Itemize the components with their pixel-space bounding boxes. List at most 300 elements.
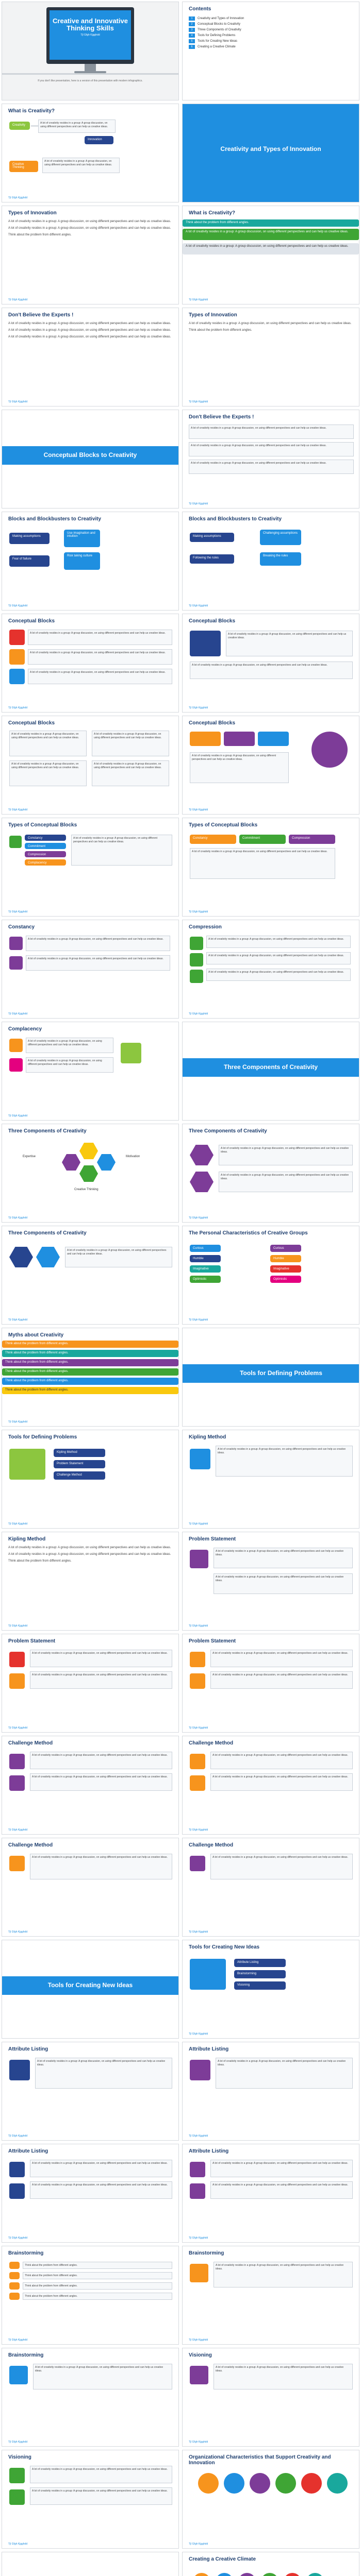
section-slide-1 [182, 104, 359, 202]
tools-box [190, 1959, 226, 1990]
desk-line [2, 73, 178, 75]
thinking-label: Creative Thinking [74, 1188, 99, 1191]
slide-title: Compression [189, 924, 222, 930]
paragraph: A lot of creativity resides in a group: A group discussion, on using different perspectives and can help us creative ideas. [8, 220, 171, 223]
slide [182, 1634, 359, 1733]
slide-footer: Tjl Gfgh Kjgghdd [8, 1726, 28, 1730]
text-box: A lot of creativity resides in a group: A group discussion, on using different perspectives and can help us creative ideas. [216, 2058, 353, 2089]
slide-footer: Tjl Gfgh Kjgghdd [8, 1216, 28, 1219]
step-tile [9, 2282, 20, 2290]
bubble [261, 2573, 278, 2576]
slide-title: Attribute Listing [189, 2148, 229, 2154]
slide-footer: Tjl Gfgh Kjgghdd [8, 2134, 28, 2138]
paragraph: A lot of creativity resides in a group: A group discussion, on using different perspectives and can help us creative ideas. [8, 329, 171, 332]
text-box: A lot of creativity resides in a group: A group discussion, on using different perspectives and can help us creative ideas. [226, 631, 353, 656]
text-box: A lot of creativity resides in a group: A group discussion, on using different perspectives and can help us creative ideas. [26, 955, 170, 971]
challenging-box: Challenging assumptions [260, 530, 301, 545]
slide [2, 1430, 179, 1529]
list-row: Think about the problem from different angles. [183, 219, 359, 227]
icon-tile [9, 2183, 25, 2199]
slide [182, 2042, 359, 2141]
text-box: Think about the problem from different angles. [23, 2262, 172, 2269]
toc-item[interactable]: 6 Creating a Creative Climate [189, 44, 353, 49]
icon-tile [9, 2162, 25, 2177]
section-title: Tools for Defining Problems [240, 1369, 322, 1377]
text-box: A lot of creativity resides in a group: A group discussion, on using different perspectives and can help us creative ideas. [189, 425, 354, 439]
hex-shape [62, 1154, 80, 1171]
slide-footer: Tjl Gfgh Kjgghdd [8, 1318, 28, 1321]
tool-label: Problem Statement [54, 1460, 105, 1468]
slide-footer: Tjl Gfgh Kjgghdd [8, 1114, 28, 1117]
slide-footer: Tjl Gfgh Kjgghdd [8, 1624, 28, 1628]
bubble [224, 2473, 244, 2494]
text-box: A lot of creativity resides in a group: A group discussion, on using different perspectives and can help us creative ideas. [26, 1057, 113, 1073]
trait-box: Humble [190, 1255, 221, 1262]
monitor-illustration [46, 7, 134, 64]
highlight-circle [311, 732, 348, 768]
toc-item[interactable]: 5 Tools for Creating New Ideas [189, 38, 353, 44]
slide [2, 1532, 179, 1631]
text-box: A lot of creativity resides in a group: A group discussion, on using different perspectives and can help us creative ideas. [210, 1671, 353, 1689]
myth-row: Think about the problem from different angles. [2, 1341, 178, 1348]
hex-shape [36, 1247, 60, 1267]
trait-box: Imaginative [270, 1265, 301, 1273]
toc-label: Creating a Creative Climate [198, 45, 236, 48]
text-box: A lot of creativity resides in a group: A group discussion, on using different perspectives and can help us creative ideas. [26, 936, 170, 951]
slide-footer: Tjl Gfgh Kjgghdd [189, 808, 208, 811]
text-box: A lot of creativity resides in a group: A group discussion, on using different perspectives and can help us creative ideas. [30, 1650, 172, 1667]
icon-tile [9, 2060, 30, 2080]
slide-title: Problem Statement [189, 1536, 236, 1542]
toc-item[interactable]: 3 Three Components of Creativity [189, 27, 353, 32]
slide-footer: Tjl Gfgh Kjgghdd [189, 1828, 208, 1832]
slide-title: Challenge Method [189, 1740, 234, 1746]
cover-subtitle: Tjl Gfgh Kjgghdd [80, 33, 100, 37]
slide-title: Brainstorming [189, 2250, 224, 2256]
slide [182, 1430, 359, 1529]
icon-tile [190, 1775, 205, 1791]
slide-title: Problem Statement [189, 1638, 236, 1644]
label-box: Compression [289, 835, 335, 844]
icon-tile [190, 1856, 205, 1871]
slide-footer: Tjl Gfgh Kjgghdd [189, 2032, 208, 2036]
slide [2, 1634, 179, 1733]
paragraph: A lot of creativity resides in a group: A group discussion, on using different perspectives and can help us creative ideas. [8, 1553, 171, 1556]
slide-body [8, 219, 172, 297]
label-box: Complacency [25, 859, 66, 866]
text-box: A lot of creativity resides in a group: A group discussion, on using different perspectives and can help us creative ideas. [35, 2058, 172, 2089]
text-box: A lot of creativity resides in a group: A group discussion, on using different perspectives and can help us creative ideas. [210, 1854, 353, 1879]
slide-title: Blocks and Blockbusters to Creativity [189, 516, 282, 522]
slide [2, 2348, 179, 2447]
myth-row: Think about the problem from different angles. [2, 1359, 178, 1366]
tool-label: Kipling Method [54, 1449, 105, 1457]
label-box: Constancy [25, 835, 66, 841]
text-box: A lot of creativity resides in a group: A group discussion, on using different perspectives and can help us creative ideas. [210, 1752, 353, 1769]
cover-slide [2, 2, 179, 100]
toc-label: Creativity and Types of Innovation [198, 16, 244, 20]
text-box: A lot of creativity resides in a group: A group discussion, on using different perspectives and can help us creative ideas. [28, 649, 172, 665]
feature-box [224, 732, 255, 746]
bubble [193, 2573, 210, 2576]
trait-box: Imaginative [190, 1265, 221, 1273]
slide [182, 920, 359, 1019]
icon-tile [9, 2468, 25, 2483]
text-box: A lot of creativity resides in a group: A group discussion, on using different perspectives and can help us creative ideas. [28, 630, 172, 645]
slide [182, 1940, 359, 2039]
myth-row: Think about the problem from different angles. [2, 1368, 178, 1376]
slide [2, 2450, 179, 2549]
text-box: A lot of creativity resides in a group: A group discussion, on using different perspectives and can help us creative ideas. [214, 1573, 353, 1594]
text-box: Think about the problem from different angles. [23, 2272, 172, 2279]
icon-tile [190, 937, 203, 950]
list-row: A lot of creativity resides in a group: A group discussion, on using different perspectives and can help us creative ideas. [183, 229, 359, 240]
slide-footer: Tjl Gfgh Kjgghdd [189, 502, 208, 505]
myth-row: Think about the problem from different angles. [2, 1378, 178, 1385]
toc-label: Three Components of Creativity [198, 28, 241, 31]
slide-footer: Tjl Gfgh Kjgghdd [189, 298, 208, 301]
text-box: A lot of creativity resides in a group: A group discussion, on using different perspectives and can help us creative ideas. [9, 731, 87, 756]
icon-tile [9, 1775, 25, 1791]
slide-footer: Tjl Gfgh Kjgghdd [189, 2338, 208, 2342]
trait-box: Humble [270, 1255, 301, 1262]
text-box: A lot of creativity resides in a group: A group discussion, on using different perspectives and can help us creative ideas. [206, 969, 351, 981]
icon-tile [190, 1673, 205, 1689]
slide [182, 1838, 359, 1937]
tool-label: Brainstorming [234, 1970, 286, 1978]
section-slide-6 [2, 2552, 179, 2576]
text-box: A lot of creativity resides in a group: A group discussion, on using different perspectives and can help us creative ideas. [30, 2160, 172, 2177]
slide-title: Types of Conceptual Blocks [189, 822, 258, 828]
slide [182, 206, 359, 304]
slide-title: The Personal Characteristics of Creative Groups [189, 1230, 308, 1236]
slide-footer: Tjl Gfgh Kjgghdd [189, 1726, 208, 1730]
slide-footer: Tjl Gfgh Kjgghdd [8, 298, 28, 301]
bubble [306, 2573, 324, 2576]
slide [2, 206, 179, 304]
icon-tile [9, 1754, 25, 1769]
hex-shape [9, 1247, 33, 1267]
slide-title: Attribute Listing [8, 2046, 48, 2052]
slide [182, 410, 359, 509]
contents-slide [182, 2, 359, 100]
toc-label: Tools for Defining Problems [198, 33, 236, 37]
icon-tile [9, 669, 25, 684]
list-row: A lot of creativity resides in a group: A group discussion, on using different perspectives and can help us creative ideas. [183, 243, 359, 255]
feature-box [258, 732, 289, 746]
feature-box [190, 732, 221, 746]
icon-tile [9, 937, 23, 950]
risk-taking-box: Risk taking culture [64, 552, 100, 570]
icon-tile [9, 649, 25, 665]
cover-note: If you don't like presentation, here is a version of this presentation with modern infographics. [38, 79, 143, 82]
text-box: A lot of creativity resides in a group: A group discussion, on using different perspectives and can help us creative ideas. [30, 1854, 172, 1879]
monitor-stand [85, 64, 96, 71]
illustration-tile [121, 1043, 141, 1063]
text-box: A lot of creativity resides in a group: A group discussion, on using different perspectives and can help us creative ideas. [219, 1172, 353, 1192]
breaking-rules-box: Breaking the rules [260, 552, 301, 566]
slide [2, 512, 179, 611]
slide-footer: Tjl Gfgh Kjgghdd [189, 400, 208, 403]
slide-title: Blocks and Blockbusters to Creativity [8, 516, 102, 522]
text-box: A lot of creativity resides in a group: A group discussion, on using different perspectives and can help us creative ideas. [190, 848, 335, 879]
slide-title: Challenge Method [8, 1842, 53, 1848]
icon-tile [190, 1550, 208, 1568]
section-title: Creativity and Types of Innovation [220, 145, 321, 152]
creative-thinking-box: Creative Thinking [9, 161, 38, 172]
toc-label: Conceptual Blocks to Creativity [198, 22, 241, 26]
myth-row: Think about the problem from different angles. [2, 1387, 178, 1394]
slide-body [8, 1546, 172, 1623]
tool-label: Visioning [234, 1981, 286, 1990]
slide [2, 716, 179, 815]
slide-footer: Tjl Gfgh Kjgghdd [8, 1012, 28, 1015]
slide [2, 308, 179, 406]
slide [182, 614, 359, 713]
slide-title: Three Components of Creativity [189, 1128, 267, 1134]
slide-title: Visioning [189, 2352, 212, 2358]
slide-title: Conceptual Blocks [189, 618, 236, 624]
slide [2, 1022, 179, 1121]
icon-tile [9, 1856, 25, 1871]
slide-footer: Tjl Gfgh Kjgghdd [189, 1216, 208, 1219]
bubble [216, 2573, 233, 2576]
slide-title: Kipling Method [189, 1434, 226, 1440]
text-box: A lot of creativity resides in a group: A group discussion, on using different perspectives and can help us creative ideas. [92, 760, 169, 786]
slide [2, 2246, 179, 2345]
slide-footer: Tjl Gfgh Kjgghdd [8, 400, 28, 403]
slide-footer: Tjl Gfgh Kjgghdd [8, 1522, 28, 1526]
slide-title: Problem Statement [8, 1638, 56, 1644]
text-box: A lot of creativity resides in a group: A group discussion, on using different perspectives and can help us creative ideas. [9, 760, 87, 786]
paragraph: Think about the problem from different angles. [8, 233, 72, 236]
text-box: A lot of creativity resides in a group: A group discussion, on using different perspectives and can help us creative ideas. [210, 2181, 353, 2199]
slide-title: Conceptual Blocks [8, 618, 55, 624]
slide [2, 818, 179, 917]
icon-tile [9, 1673, 25, 1689]
making-assumptions-box: Making assumptions [190, 533, 234, 542]
bubble [327, 2473, 348, 2494]
slide-footer: Tjl Gfgh Kjgghdd [189, 1930, 208, 1934]
paragraph: A lot of creativity resides in a group: A group discussion, on using different perspectives and can help us creative ideas. [8, 335, 171, 338]
slide-title: Attribute Listing [8, 2148, 48, 2154]
text-box: A lot of creativity resides in a group: A group discussion, on using different perspectives and can help us creative ideas. [26, 1038, 113, 1053]
making-assumptions-box: Making assumptions [9, 533, 50, 544]
text-box: Think about the problem from different angles. [23, 2293, 172, 2300]
slide-title: Attribute Listing [189, 2046, 229, 2052]
toc-label: Tools for Creating New Ideas [198, 39, 238, 43]
slide-title: Types of Innovation [189, 312, 237, 318]
text-box: A lot of creativity resides in a group: A group discussion, on using different perspectives and can help us creative ideas. [92, 731, 169, 756]
section-title: Three Components of Creativity [223, 1063, 318, 1071]
slide-title: Challenge Method [189, 1842, 234, 1848]
bubble [250, 2473, 270, 2494]
slide-footer: Tjl Gfgh Kjgghdd [189, 2236, 208, 2240]
section-slide-2 [2, 410, 179, 509]
slide [182, 2246, 359, 2345]
hex-shape [97, 1154, 116, 1171]
icon-tile [190, 1754, 205, 1769]
icon-tile [190, 970, 203, 983]
trait-box: Optimistic [270, 1276, 301, 1283]
slide [182, 2348, 359, 2447]
slide-title: Visioning [8, 2454, 31, 2460]
slide [182, 308, 359, 406]
slide-footer: Tjl Gfgh Kjgghdd [8, 1420, 28, 1423]
slide [182, 512, 359, 611]
slide-title: Organizational Characteristics that Support Creativity and Innovation [189, 2454, 331, 2466]
slide-title: Myths about Creativity [8, 1332, 64, 1338]
text-box: Think about the problem from different angles. [23, 2282, 172, 2290]
text-box: A lot of creativity resides in a group: A group discussion, on using different perspectives and can help us creative ideas. [190, 752, 289, 783]
text-box: A lot of creativity resides in a group: A group discussion, on using different perspectives and can help us creative ideas. [28, 669, 172, 684]
label-box: Constancy [190, 835, 236, 844]
slide-title: Types of Conceptual Blocks [8, 822, 77, 828]
slide-title: Tools for Creating New Ideas [189, 1944, 260, 1950]
text-box: A lot of creativity resides in a group: A group discussion, on using different perspectives and can help us creative ideas. [206, 952, 351, 964]
text-box: A lot of creativity resides in a group: A group discussion, on using different perspectives and can help us creative ideas. [210, 2160, 353, 2177]
text-box: A lot of creativity resides in a group: A group discussion, on using different perspectives and can help us creative ideas. [216, 1446, 353, 1477]
slide [182, 2450, 359, 2549]
cover-title: Creative and Innovative Thinking Skills [53, 17, 128, 32]
hex-shape [190, 1172, 214, 1192]
slide-footer: Tjl Gfgh Kjgghdd [8, 196, 28, 199]
slide-footer: Tjl Gfgh Kjgghdd [189, 910, 208, 913]
slide-body [8, 321, 172, 399]
toc-item[interactable]: 2 Conceptual Blocks to Creativity [189, 21, 353, 27]
icon-tile [9, 2489, 25, 2505]
slide-title: Challenge Method [8, 1740, 53, 1746]
text-box: A lot of creativity resides in a group: A group discussion, on using different perspectives and can help us creative ideas. [65, 1247, 172, 1267]
slide [2, 2042, 179, 2141]
toc-item[interactable]: 1 Creativity and Types of Innovation [189, 15, 353, 21]
slide-footer: Tjl Gfgh Kjgghdd [8, 1828, 28, 1832]
slide-title: Brainstorming [8, 2250, 44, 2256]
text-box: A lot of creativity resides in a group: A group discussion, on using different perspectives and can help us creative ideas. [30, 1752, 172, 1769]
slide-footer: Tjl Gfgh Kjgghdd [8, 2441, 28, 2444]
text-box: A lot of creativity resides in a group: A group discussion, on using different perspectives and can help us creative ideas. [30, 2181, 172, 2199]
label-box: Compression [25, 851, 66, 857]
slide-body [189, 321, 353, 399]
paragraph: Think about the problem from different angles. [189, 329, 252, 332]
slide-footer: Tjl Gfgh Kjgghdd [189, 1318, 208, 1321]
section-slide-4 [182, 1328, 359, 1427]
label-box: Commitment [25, 843, 66, 849]
icon-tile [190, 1652, 205, 1667]
icon-tile [190, 1449, 210, 1469]
slide-title: Creating a Creative Climate [189, 2556, 256, 2562]
slide-title: What is Creativity? [189, 210, 236, 216]
hex-shape [190, 1145, 214, 1165]
text-box: A lot of creativity resides in a group: A group discussion, on using different perspectives and can help us creative ideas. [189, 442, 354, 456]
slide-footer: Tjl Gfgh Kjgghdd [189, 1012, 208, 1015]
slide-title: Brainstorming [8, 2352, 44, 2358]
bubble [198, 2473, 219, 2494]
slide-title: Types of Innovation [8, 210, 57, 216]
text-box: A lot of creativity resides in a group: A group discussion, on using different perspectives and can help us creative ideas. [30, 1773, 172, 1791]
bubble [238, 2573, 256, 2576]
icon-tile [190, 2183, 205, 2199]
toc-item[interactable]: 4 Tools for Defining Problems [189, 32, 353, 38]
tool-label: Challenge Method [54, 1471, 105, 1480]
icon-tile [190, 2060, 210, 2080]
step-tile [9, 2272, 20, 2279]
myth-row: Think about the problem from different angles. [2, 1350, 178, 1357]
slide [182, 818, 359, 917]
trait-box: Optimistic [190, 1276, 221, 1283]
text-box: A lot of creativity resides in a group: A group discussion, on using different perspectives and can help us creative ideas. [206, 936, 351, 948]
slide [182, 716, 359, 815]
paragraph: A lot of creativity resides in a group: A group discussion, on using different perspectives and can help us creative ideas. [8, 227, 171, 230]
label-box: Commitment [239, 835, 286, 844]
monitor-screen [50, 10, 131, 60]
slide-footer: Tjl Gfgh Kjgghdd [189, 2441, 208, 2444]
feature-box [190, 631, 221, 656]
text-box: A lot of creativity resides in a group: A group discussion, on using different perspectives and can help us creative ideas. [30, 1671, 172, 1689]
slide-title: Conceptual Blocks [8, 720, 55, 726]
section-slide [2, 104, 179, 202]
step-tile [9, 2293, 20, 2300]
slide [2, 1226, 179, 1325]
slide [2, 1328, 179, 1427]
text-box: A lot of creativity resides in a group: A group discussion, on using different perspectives and can help us creative ideas. [214, 2262, 353, 2287]
contents-title: Contents [189, 6, 211, 12]
text-box: A lot of creativity resides in a group: A group discussion, on using different perspectives and can help us creative ideas. [42, 158, 120, 173]
text-box: A lot of creativity resides in a group: A group discussion, on using different perspectives and can help us creative ideas. [38, 120, 116, 133]
slide-title: What is Creativity? [8, 108, 55, 114]
slide [182, 2144, 359, 2243]
slide-title: Tools for Defining Problems [8, 1434, 77, 1440]
bubble [301, 2473, 322, 2494]
slide-footer: Tjl Gfgh Kjgghdd [8, 910, 28, 913]
slide [182, 1226, 359, 1325]
slide-title: Don't Believe the Experts ! [189, 414, 254, 420]
slide-footer: Tjl Gfgh Kjgghdd [8, 2338, 28, 2342]
paragraph: A lot of creativity resides in a group: A group discussion, on using different perspectives and can help us creative ideas. [8, 1546, 171, 1549]
section-slide-3 [182, 1022, 359, 1121]
creativity-box: Creativity [9, 122, 30, 130]
text-box: A lot of creativity resides in a group: A group discussion, on using different perspectives and can help us creative ideas. [210, 1773, 353, 1791]
slide [182, 1532, 359, 1631]
slide [2, 2144, 179, 2243]
icon-tile [190, 2264, 208, 2282]
trait-box: Curious [270, 1245, 301, 1252]
slide-footer: Tjl Gfgh Kjgghdd [189, 1522, 208, 1526]
text-box: A lot of creativity resides in a group: A group discussion, on using different perspectives and can help us creative ideas. [219, 1145, 353, 1165]
slide [182, 1124, 359, 1223]
slide-footer: Tjl Gfgh Kjgghdd [8, 604, 28, 607]
slide-title: Conceptual Blocks [189, 720, 236, 726]
icon-tile [9, 836, 22, 848]
slide-footer: Tjl Gfgh Kjgghdd [8, 808, 28, 811]
text-box: A lot of creativity resides in a group: A group discussion, on using different perspectives and can help us creative ideas. [190, 662, 353, 679]
slide-title: Constancy [8, 924, 35, 930]
slide-footer: Tjl Gfgh Kjgghdd [189, 604, 208, 607]
slide [182, 2552, 359, 2576]
paragraph: A lot of creativity resides in a group: A group discussion, on using different perspectives and can help us creative ideas. [189, 322, 352, 325]
section-title: Conceptual Blocks to Creativity [43, 451, 137, 459]
text-box: A lot of creativity resides in a group: A group discussion, on using different perspectives and can help us creative ideas. [71, 835, 172, 866]
expertise-label: Expertise [23, 1155, 36, 1158]
paragraph: A lot of creativity resides in a group: A group discussion, on using different perspectives and can help us creative ideas. [8, 322, 171, 325]
slide-footer: Tjl Gfgh Kjgghdd [8, 2543, 28, 2546]
trait-box: Curious [190, 1245, 221, 1252]
fear-failure-box: Fear of failure [9, 555, 50, 567]
slide-footer: Tjl Gfgh Kjgghdd [189, 1624, 208, 1628]
tools-box [9, 1449, 45, 1480]
text-box: A lot of creativity resides in a group: A group discussion, on using different perspectives and can help us creative ideas. [214, 2364, 353, 2389]
motivation-label: Motivation [126, 1155, 140, 1158]
